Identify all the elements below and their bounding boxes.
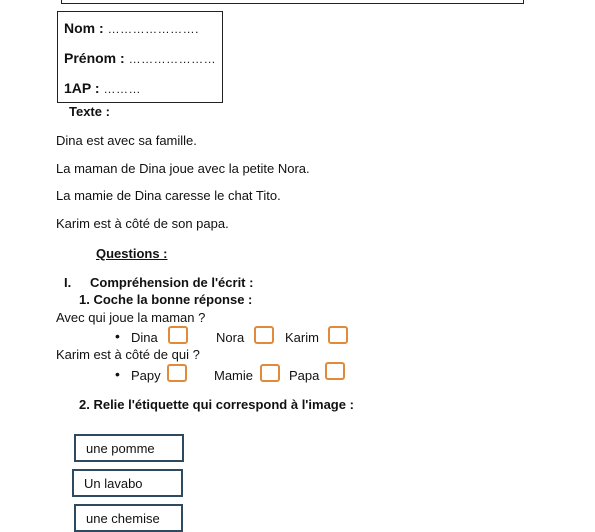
class-label: 1AP :: [64, 80, 100, 96]
word-label[interactable]: une pomme: [74, 434, 184, 462]
option-checkbox[interactable]: [260, 364, 280, 382]
option-label: Papy: [131, 368, 161, 383]
text-line: Dina est avec sa famille.: [56, 133, 197, 148]
option-checkbox[interactable]: [167, 364, 187, 382]
questions-heading: Questions :: [96, 246, 168, 261]
option-label: Karim: [285, 330, 319, 345]
option-label: Mamie: [214, 368, 254, 383]
header-frame: [61, 0, 524, 4]
section-title: [64, 275, 253, 290]
class-row: [64, 80, 141, 96]
text-line: La mamie de Dina caresse le chat Tito.: [56, 188, 281, 203]
option-label: Papa: [289, 368, 320, 383]
class-blank[interactable]: ………: [103, 82, 141, 96]
q1-question: Karim est à côté de qui ?: [56, 347, 200, 362]
text-line: La maman de Dina joue avec la petite Nora.: [56, 161, 310, 176]
q1-title: 1. Coche la bonne réponse :: [79, 292, 253, 307]
section-title-text: Compréhension de l'écrit :: [90, 275, 254, 290]
word-label[interactable]: Un lavabo: [72, 469, 183, 497]
texte-heading: Texte :: [69, 104, 110, 119]
student-identity-box: [57, 11, 223, 103]
prenom-blank[interactable]: …………………: [128, 52, 217, 66]
text-line: Karim est à côté de son papa.: [56, 216, 229, 231]
section-numeral: I.: [64, 275, 72, 290]
nom-row: [64, 20, 199, 36]
nom-blank[interactable]: ………………….: [107, 22, 199, 36]
prenom-label: Prénom :: [64, 50, 125, 66]
nom-label: Nom :: [64, 20, 104, 36]
option-checkbox[interactable]: [254, 326, 274, 344]
option-label: Dina: [131, 330, 158, 345]
bullet-icon: •: [115, 366, 120, 382]
option-checkbox[interactable]: [168, 326, 188, 344]
q2-title: 2. Relie l'étiquette qui correspond à l'image :: [79, 397, 354, 412]
option-checkbox[interactable]: [328, 326, 348, 344]
q1-question: Avec qui joue la maman ?: [56, 310, 206, 325]
option-checkbox[interactable]: [325, 362, 345, 380]
word-label[interactable]: une chemise: [74, 504, 183, 532]
prenom-row: [64, 50, 216, 66]
option-label: Nora: [216, 330, 245, 345]
bullet-icon: •: [115, 328, 120, 344]
